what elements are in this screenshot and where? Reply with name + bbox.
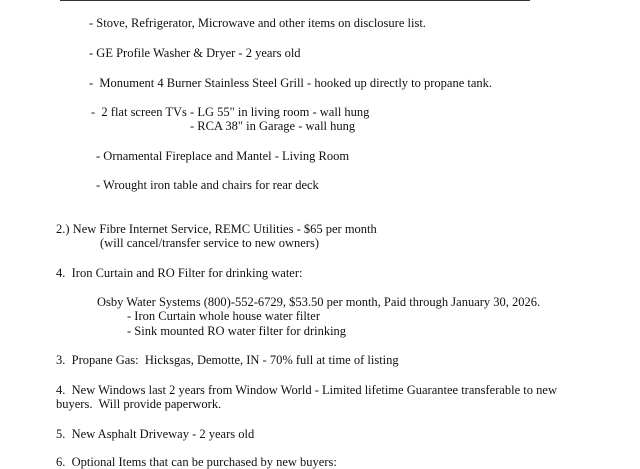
item-grill: - Monument 4 Burner Stainless Steel Grill - hooked up directly to propane tank. — [89, 76, 493, 90]
item-tvs-line2: - RCA 38" in Garage - wall hung — [190, 119, 356, 133]
windows-line2: buyers. Will provide paperwork. — [56, 397, 222, 411]
osby-ro-filter: - Sink mounted RO water filter for drinking — [127, 324, 347, 338]
windows-line1: 4. New Windows last 2 years from Window World - Limited lifetime Guarantee transferable to new — [56, 383, 557, 397]
item-tvs-line1: - 2 flat screen TVs - LG 55" in living room - wall hung — [91, 105, 370, 119]
osby-iron-curtain: - Iron Curtain whole house water filter — [127, 309, 320, 323]
internet-line2: (will cancel/transfer service to new owners) — [100, 236, 320, 250]
propane-line: 3. Propane Gas: Hicksgas, Demotte, IN - 70% full at time of listing — [56, 353, 399, 367]
item-washer-dryer: - GE Profile Washer & Dryer - 2 years old — [89, 46, 301, 60]
item-fireplace: - Ornamental Fireplace and Mantel - Living Room — [96, 149, 350, 163]
item-deck-table: - Wrought iron table and chairs for rear deck — [96, 178, 319, 192]
item-stove: - Stove, Refrigerator, Microwave and other items on disclosure list. — [89, 16, 426, 30]
cropped-top-line — [60, 0, 620, 1]
driveway-line: 5. New Asphalt Driveway - 2 years old — [56, 427, 255, 441]
optional-items-line: 6. Optional Items that can be purchased by new buyers: — [56, 455, 337, 469]
water-heading: 4. Iron Curtain and RO Filter for drinking water: — [56, 266, 303, 280]
internet-line1: 2.) New Fibre Internet Service, REMC Utilities - $65 per month — [56, 222, 377, 236]
osby-line: Osby Water Systems (800)-552-6729, $53.50 per month, Paid through January 30, 2026. — [97, 295, 541, 309]
